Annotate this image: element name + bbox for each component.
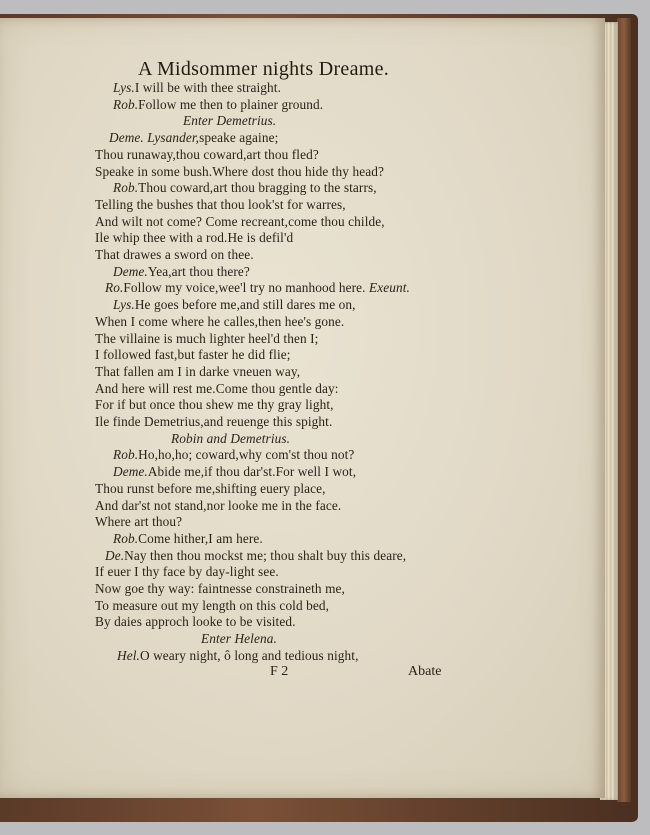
line-text: And dar'st not stand,nor looke me in the face. [95,497,342,513]
text-line [95,614,296,630]
line-text: Where art thou? [95,514,183,530]
text-line [117,648,359,664]
text-line [95,164,384,180]
text-line [95,347,291,363]
line-text: Speake in some bush.Where dost thou hide thy head? [95,163,384,179]
text-line [95,598,329,614]
line-text: Nay then thou mockst me; thou shalt buy this deare, [124,547,407,563]
speaker-prefix: Rob. [113,180,139,196]
line-text: That drawes a sword on thee. [95,247,254,262]
line-text: Follow me then to plainer ground. [138,96,324,112]
stage-direction [171,431,290,447]
line-text: O weary night, ô long and tedious night, [139,647,359,663]
line-text: Robin and Demetrius. [171,430,291,446]
line-text: And wilt not come? Come recreant,come thou childe, [95,213,385,229]
speaker-prefix: Lys. [113,297,135,313]
line-text: Ile finde Demetrius,and reuenge this spight. [95,414,333,429]
text-line [95,147,319,163]
line-text: I will be with thee straight. [134,80,281,95]
text-line [95,364,300,380]
line-text: Enter Helena. [201,631,277,647]
speaker-prefix: Hel. [117,647,140,663]
text-line [113,447,354,463]
speaker-prefix: Ro. [105,280,124,296]
speaker-prefix: Deme. Lysander, [109,130,200,146]
running-header: A Midsommer nights Dreame. [138,58,390,80]
speaker-prefix: Deme. [113,464,148,480]
text-line [95,514,182,530]
text-line [95,314,344,330]
speaker-prefix: Lys. [113,80,135,95]
text-line [113,80,281,96]
stage-direction [201,631,277,647]
stage-direction [183,113,276,129]
text-line [113,180,377,196]
line-text: Ile whip thee with a rod.He is defil'd [95,230,294,246]
text-line [113,97,323,113]
line-text: Thou runst before me,shifting euery place, [95,480,326,496]
line-text: When I come where he calles,then hee's gone. [95,313,345,329]
text-line [109,130,278,146]
text-line [95,197,346,213]
text-line [95,214,385,230]
line-text: The villaine is much lighter heel'd then I; [95,330,319,346]
catchword: Abate [408,664,442,679]
speaker-prefix: De. [105,547,125,563]
text-line [113,531,263,547]
text-line [95,381,339,397]
text-line [95,414,332,430]
speaker-prefix: Rob. [113,447,139,463]
speaker-prefix: Deme. [113,263,148,279]
text-line [113,464,356,480]
text-line [113,297,356,313]
line-text: By daies approch looke to be visited. [95,614,296,630]
line-text: Yea,art thou there? [147,263,250,279]
text-line [95,498,341,514]
exit-direction: Exeunt. [365,280,410,296]
speaker-prefix: Rob. [113,530,139,546]
line-text: Now goe thy way: faintnesse constraineth me, [95,581,345,596]
text-line [95,331,318,347]
line-text: Enter Demetrius. [183,113,277,129]
text-line [105,548,406,564]
text-line [95,564,279,580]
book-page [0,18,605,798]
line-text: That fallen am I in darke vneuen way, [95,363,301,379]
text-line [105,280,410,296]
text-line [95,481,326,497]
speaker-prefix: Rob. [113,96,139,112]
page-text [0,18,605,798]
signature-mark: F 2 [270,664,289,679]
line-text: Thou runaway,thou coward,art thou fled? [95,146,319,162]
text-line [95,397,334,413]
line-text: Come hither,I am here. [138,530,263,546]
line-text: And here will rest me.Come thou gentle day: [95,380,339,396]
line-text: Telling the bushes that thou look'st for warres, [95,196,346,212]
line-text: Ho,ho,ho; coward,why com'st thou not? [138,447,355,463]
text-line [113,264,250,280]
line-text: Follow my voice,wee'l try no manhood here. [123,280,366,296]
line-text: I followed fast,but faster he did flie; [95,347,291,363]
book-spine [617,18,631,802]
line-text: speake againe; [199,130,279,146]
line-text: For if but once thou shew me thy gray light, [95,397,334,413]
line-text: Thou coward,art thou bragging to the starrs, [138,180,377,196]
text-line [95,581,345,597]
text-line [95,247,254,263]
line-text: To measure out my length on this cold bed, [95,597,330,613]
line-text: Abide me,if thou dar'st.For well I wot, [147,464,357,480]
text-line [95,230,293,246]
line-text: He goes before me,and still dares me on, [134,297,356,313]
line-text: If euer I thy face by day-light see. [95,564,279,580]
